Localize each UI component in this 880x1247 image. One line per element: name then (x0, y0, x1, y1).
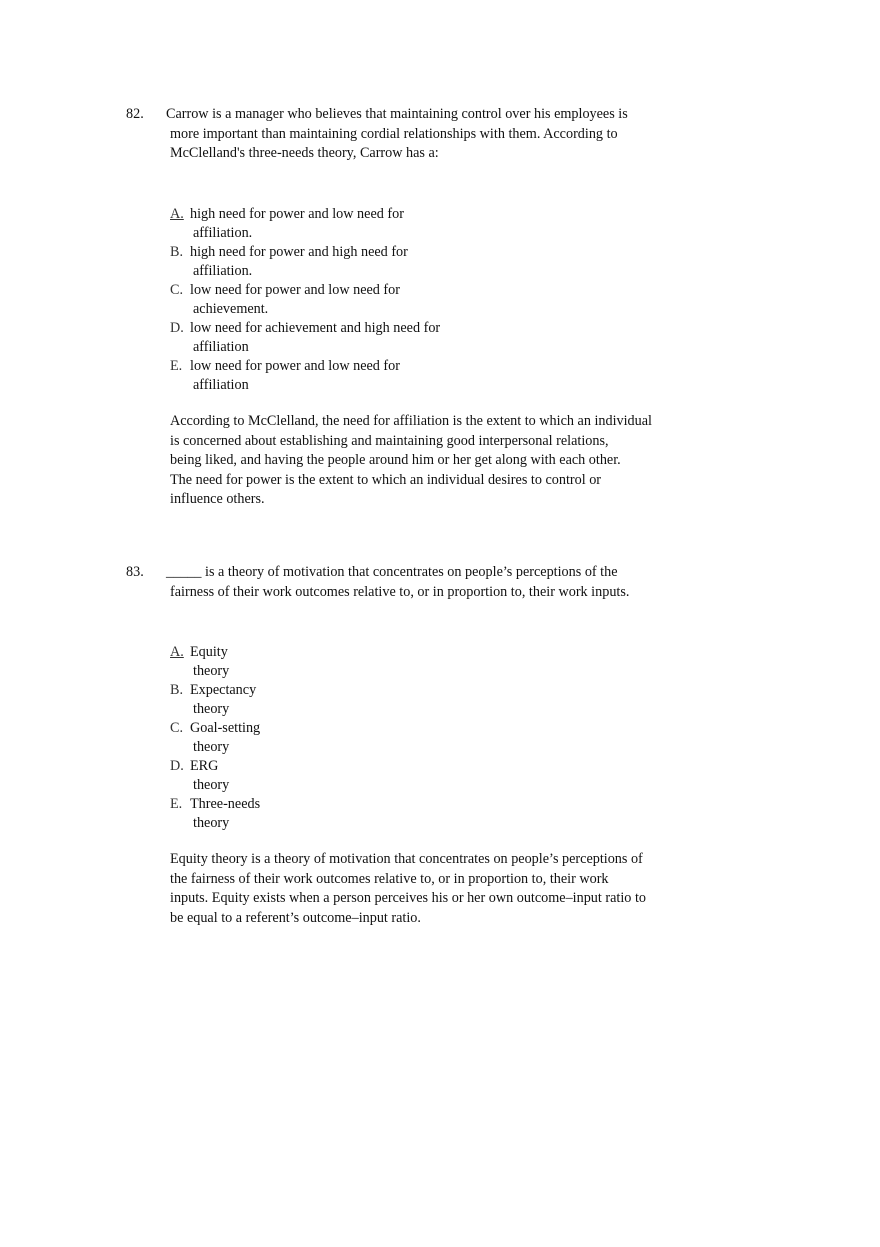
option-text: affiliation. (193, 225, 253, 241)
option-text: affiliation (193, 377, 249, 393)
option-text: low need for power and low need for (190, 358, 400, 374)
question-number: 82. (126, 106, 144, 122)
option-text: Equity (190, 644, 228, 660)
option-text: low need for achievement and high need for (190, 320, 441, 336)
option-letter: D. (170, 758, 184, 774)
option-b[interactable] (170, 681, 260, 719)
option-letter: E. (170, 796, 183, 812)
option-b[interactable] (170, 243, 440, 281)
explanation-line: being liked, and having the people around him or her get along with each other. (170, 452, 621, 468)
option-letter: B. (170, 682, 184, 698)
option-letter: E. (170, 358, 183, 374)
explanation-line: the fairness of their work outcomes relative to, or in proportion to, their work (170, 870, 609, 887)
explanation-line: is concerned about establishing and maintaining good interpersonal relations, (170, 432, 609, 449)
answer-explanation (170, 412, 670, 510)
explanation-line: be equal to a referent’s outcome–input ratio. (170, 909, 421, 926)
option-text: Goal-setting (190, 720, 261, 736)
option-text: ERG (190, 758, 219, 774)
option-letter: B. (170, 244, 184, 260)
option-e[interactable] (170, 795, 260, 833)
option-a[interactable] (170, 205, 440, 243)
option-d[interactable] (170, 757, 260, 795)
explanation-line: Equity theory is a theory of motivation that concentrates on people’s perceptions of (170, 851, 643, 867)
answer-options (170, 205, 440, 395)
option-text: achievement. (193, 301, 269, 317)
explanation-line: inputs. Equity exists when a person perceives his or her own outcome–input ratio to (170, 890, 646, 906)
option-d[interactable] (170, 319, 440, 357)
option-text: theory (193, 739, 230, 755)
explanation-line: influence others. (170, 491, 265, 507)
stem-line: McClelland's three-needs theory, Carrow has a: (170, 145, 439, 161)
option-text: high need for power and high need for (190, 244, 408, 260)
question-stem (166, 563, 666, 602)
explanation-line: According to McClelland, the need for affiliation is the extent to which an individual (170, 413, 652, 429)
answer-options (170, 643, 260, 833)
option-text: theory (193, 663, 230, 679)
explanation-line: The need for power is the extent to which an individual desires to control or (170, 471, 602, 488)
option-letter: C. (170, 282, 184, 298)
option-text: Three-needs (190, 796, 261, 812)
option-letter: D. (170, 320, 184, 336)
stem-line: Carrow is a manager who believes that maintaining control over his employees is (166, 106, 628, 122)
option-c[interactable] (170, 281, 440, 319)
option-text: high need for power and low need for (190, 206, 404, 222)
option-text: theory (193, 701, 230, 717)
answer-explanation (170, 850, 670, 928)
option-a[interactable] (170, 643, 260, 681)
stem-line: more important than maintaining cordial relationships with them. According to (170, 125, 618, 142)
option-e[interactable] (170, 357, 440, 395)
option-letter: C. (170, 720, 184, 736)
question-number: 83. (126, 564, 144, 580)
option-letter: A. (170, 206, 184, 222)
option-c[interactable] (170, 719, 260, 757)
option-text: affiliation. (193, 263, 253, 279)
option-text: Expectancy (190, 682, 257, 698)
option-text: theory (193, 777, 230, 793)
stem-line: fairness of their work outcomes relative to, or in proportion to, their work inputs. (170, 583, 630, 600)
stem-line: _____ is a theory of motivation that concentrates on people’s perceptions of the (166, 564, 618, 580)
option-letter: A. (170, 644, 184, 660)
question-stem (166, 105, 666, 164)
option-text: theory (193, 815, 230, 831)
option-text: affiliation (193, 339, 249, 355)
option-text: low need for power and low need for (190, 282, 400, 298)
